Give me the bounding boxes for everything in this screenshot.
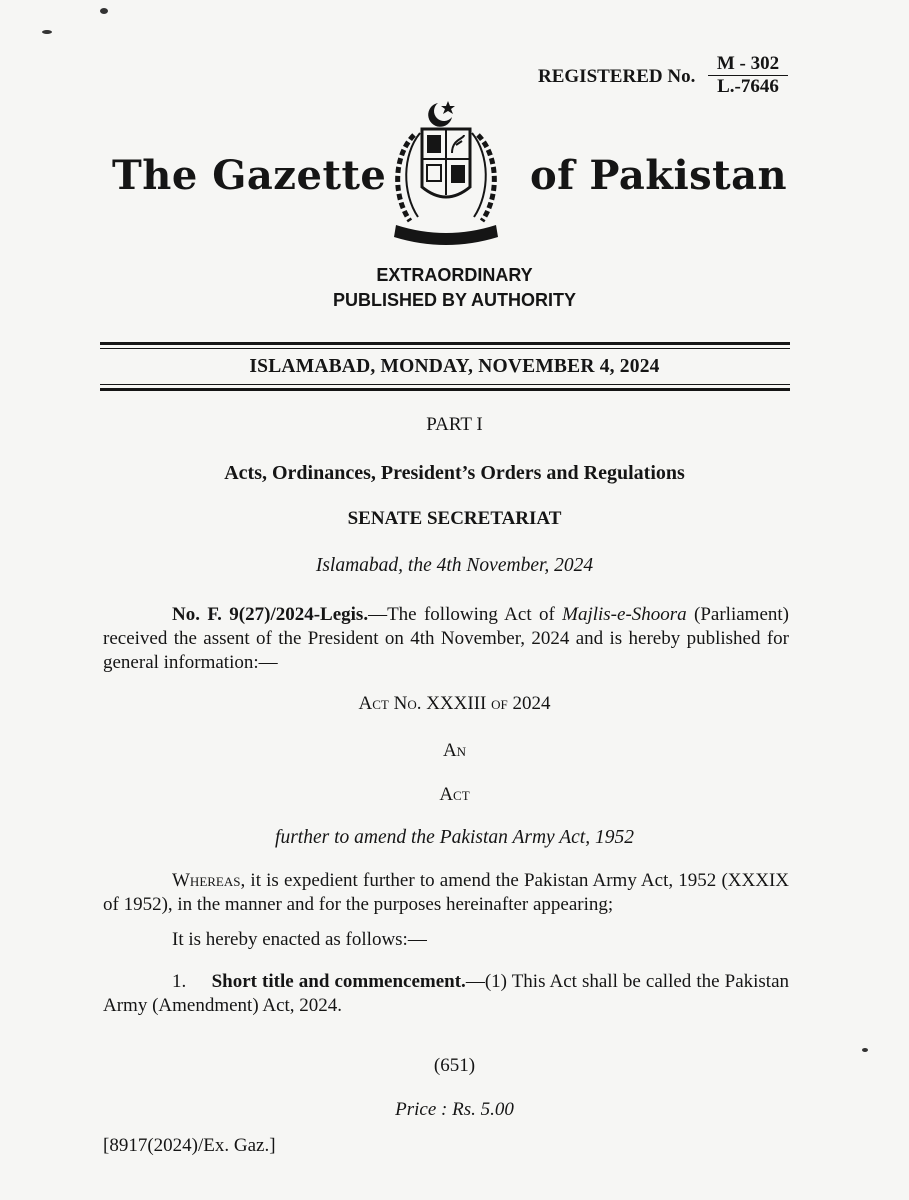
place-date: Islamabad, the 4th November, 2024 <box>315 555 594 576</box>
price: Price : Rs. 5.00 <box>395 1099 514 1120</box>
bottom-thin-rule <box>100 384 790 385</box>
page-number: (651) <box>433 1055 476 1076</box>
act-number-title: Act No. XXXIII of 2024 <box>358 693 551 714</box>
part-heading: PART I <box>426 414 483 435</box>
act-long-title: further to amend the Pakistan Army Act, 1952 <box>275 827 634 848</box>
bottom-double-rule <box>100 388 790 391</box>
registered-top: M - 302 <box>708 53 788 76</box>
gazette-reference: [8917(2024)/Ex. Gaz.] <box>103 1135 276 1156</box>
whereas-word: Whereas <box>172 870 241 891</box>
notification-text-2: (Parliament) received the assent of the President on 4th November, 2024 and is hereby published for general information:— <box>103 604 789 673</box>
gazette-title-right: of Pakistan <box>530 152 788 199</box>
section-1-text: —(1) This Act shall be called the Pakistan Army (Amendment) Act, 2024. <box>103 971 790 1016</box>
scan-speck <box>862 1048 868 1052</box>
scan-speck <box>42 30 52 34</box>
section-1-number: 1. <box>172 971 187 992</box>
published-by-authority-label: PUBLISHED BY AUTHORITY <box>332 290 577 310</box>
top-double-rule <box>100 342 790 345</box>
registered-bottom: L.-7646 <box>717 76 779 97</box>
majlis-e-shoora: Majlis-e-Shoora <box>562 604 687 625</box>
registered-fraction <box>708 53 788 98</box>
scan-speck <box>100 8 108 14</box>
enacting-clause: It is hereby enacted as follows:— <box>172 929 427 950</box>
notification-number: No. F. 9(27)/2024-Legis. <box>172 604 369 625</box>
gazette-title-left: The Gazette <box>112 152 387 199</box>
act-word: Act <box>439 784 470 805</box>
section-1-paragraph <box>103 970 789 1018</box>
notification-text-1: —The following Act of <box>368 604 563 625</box>
act-an: An <box>442 740 467 761</box>
pakistan-state-emblem-icon <box>380 95 512 255</box>
registered-label: REGISTERED No. <box>538 66 696 87</box>
preamble-text: , it is expedient further to amend the Pakistan Army Act, 1952 (XXXIX of 1952), in the manner and for the purposes hereinafter appearing; <box>103 870 789 915</box>
dateline: ISLAMABAD, MONDAY, NOVEMBER 4, 2024 <box>249 356 660 377</box>
top-thin-rule <box>100 348 790 349</box>
notification-paragraph <box>103 603 789 675</box>
extraordinary-label: EXTRAORDINARY <box>376 265 533 285</box>
department-heading: SENATE SECRETARIAT <box>347 508 562 529</box>
preamble-paragraph <box>103 869 789 917</box>
section-1-heading: Short title and commencement. <box>211 971 466 992</box>
section-title: Acts, Ordinances, President’s Orders and Regulations <box>224 462 685 484</box>
